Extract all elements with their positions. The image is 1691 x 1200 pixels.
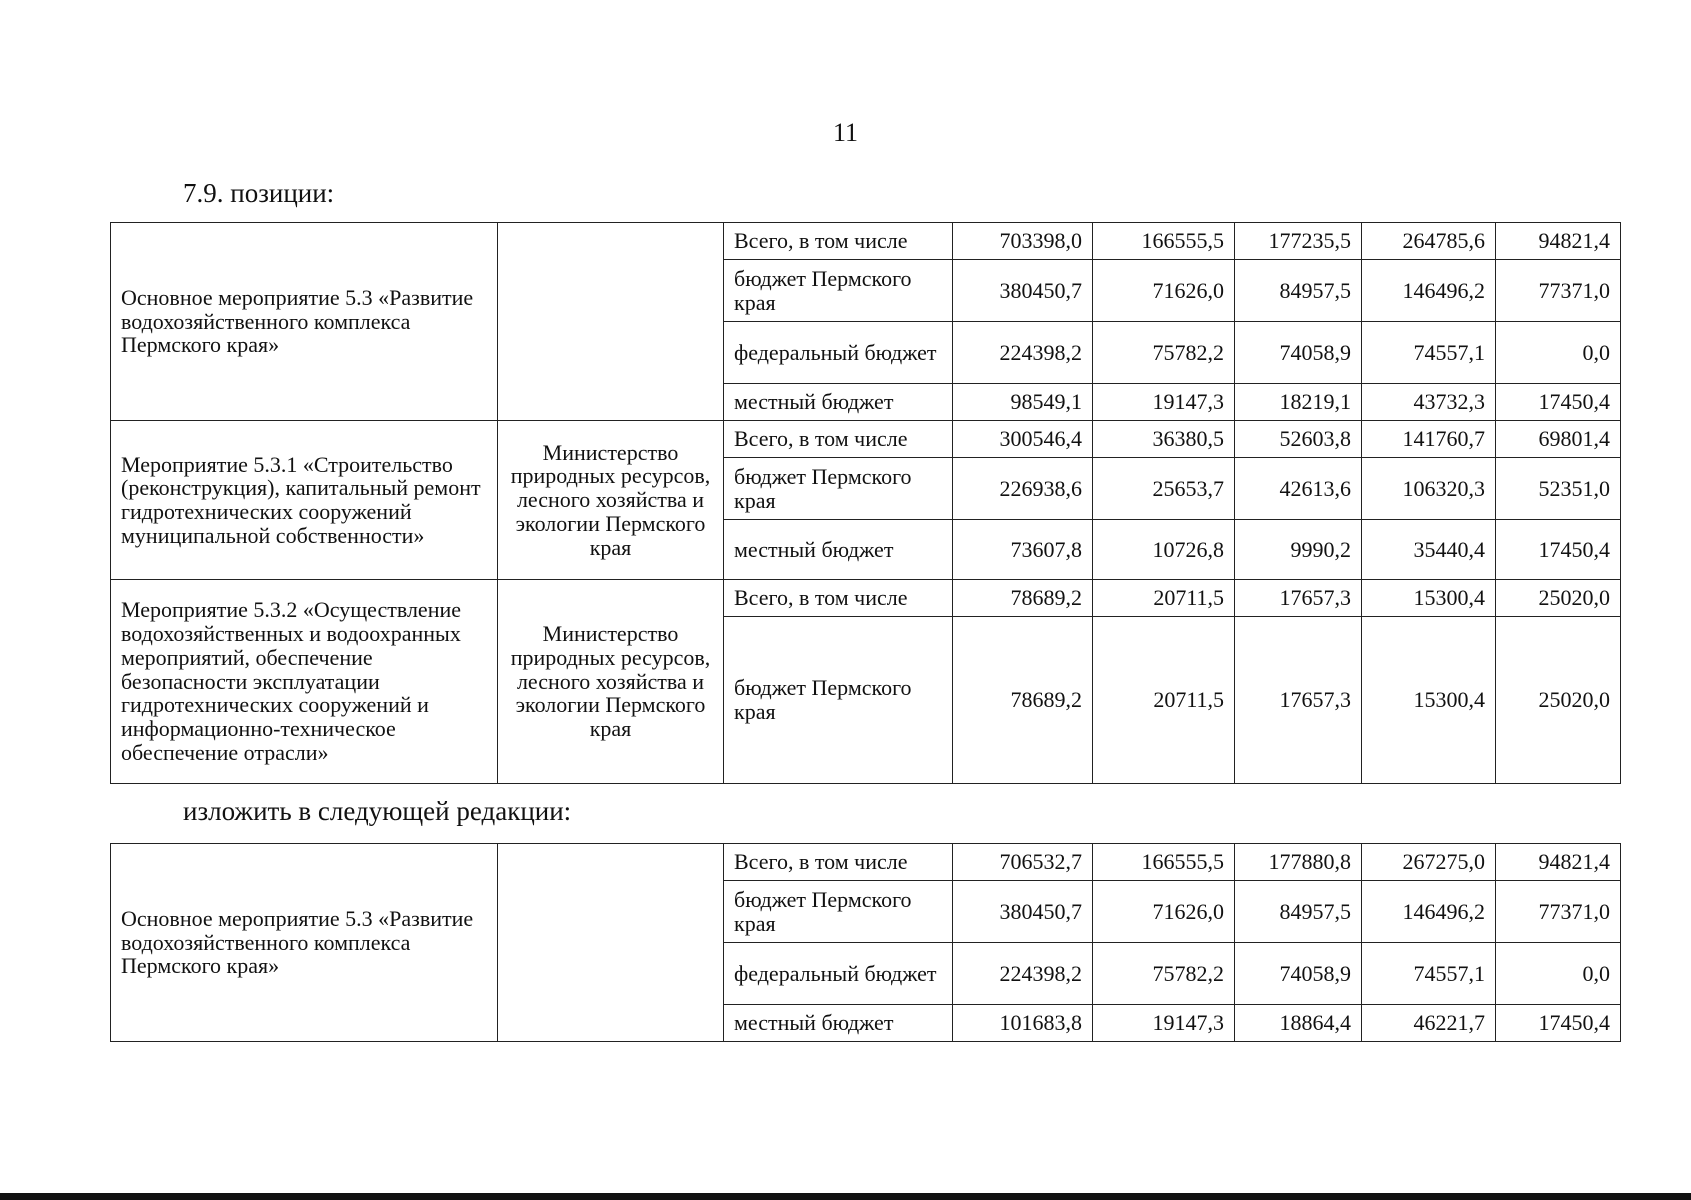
amount-cell: 69801,4: [1496, 421, 1621, 458]
funding-source-cell: бюджет Пермского края: [724, 458, 953, 520]
amount-cell: 706532,7: [953, 844, 1093, 881]
table-row: [111, 580, 1621, 617]
activity-name-cell: Основное мероприятие 5.3 «Развитие водохозяйственного комплекса Пермского края»: [111, 223, 498, 421]
amount-cell: 19147,3: [1093, 384, 1235, 421]
amount-cell: 17450,4: [1496, 520, 1621, 580]
table-row: [111, 421, 1621, 458]
funding-source-cell: федеральный бюджет: [724, 943, 953, 1005]
funding-source-cell: бюджет Пермского края: [724, 881, 953, 943]
amount-cell: 15300,4: [1362, 617, 1496, 784]
table-row: [111, 223, 1621, 260]
section-subheading: изложить в следующей редакции:: [183, 796, 572, 826]
executor-cell: [498, 844, 724, 1042]
budget-table-revised: [110, 843, 1621, 1042]
amount-cell: 17657,3: [1235, 580, 1362, 617]
amount-cell: 166555,5: [1093, 223, 1235, 260]
amount-cell: 106320,3: [1362, 458, 1496, 520]
amount-cell: 78689,2: [953, 617, 1093, 784]
amount-cell: 74058,9: [1235, 943, 1362, 1005]
amount-cell: 18864,4: [1235, 1005, 1362, 1042]
amount-cell: 141760,7: [1362, 421, 1496, 458]
activity-name-cell: Основное мероприятие 5.3 «Развитие водохозяйственного комплекса Пермского края»: [111, 844, 498, 1042]
amount-cell: 25020,0: [1496, 580, 1621, 617]
amount-cell: 380450,7: [953, 881, 1093, 943]
amount-cell: 10726,8: [1093, 520, 1235, 580]
amount-cell: 94821,4: [1496, 223, 1621, 260]
amount-cell: 264785,6: [1362, 223, 1496, 260]
amount-cell: 19147,3: [1093, 1005, 1235, 1042]
budget-table-current: [110, 222, 1621, 784]
funding-source-cell: Всего, в том числе: [724, 844, 953, 881]
amount-cell: 75782,2: [1093, 322, 1235, 384]
activity-name-cell: Мероприятие 5.3.2 «Осуществление водохозяйственных и водоохранных мероприятий, обеспечение безопасности эксплуатации гидротехнических сооружений и информационно-техническое обеспечение отрасли»: [111, 580, 498, 784]
funding-source-cell: Всего, в том числе: [724, 580, 953, 617]
amount-cell: 0,0: [1496, 322, 1621, 384]
amount-cell: 20711,5: [1093, 580, 1235, 617]
amount-cell: 52351,0: [1496, 458, 1621, 520]
amount-cell: 17657,3: [1235, 617, 1362, 784]
amount-cell: 75782,2: [1093, 943, 1235, 1005]
amount-cell: 177880,8: [1235, 844, 1362, 881]
amount-cell: 18219,1: [1235, 384, 1362, 421]
amount-cell: 77371,0: [1496, 881, 1621, 943]
amount-cell: 224398,2: [953, 322, 1093, 384]
amount-cell: 74058,9: [1235, 322, 1362, 384]
amount-cell: 36380,5: [1093, 421, 1235, 458]
amount-cell: 52603,8: [1235, 421, 1362, 458]
amount-cell: 78689,2: [953, 580, 1093, 617]
amount-cell: 73607,8: [953, 520, 1093, 580]
amount-cell: 300546,4: [953, 421, 1093, 458]
amount-cell: 224398,2: [953, 943, 1093, 1005]
page-number: 11: [832, 118, 859, 147]
amount-cell: 17450,4: [1496, 384, 1621, 421]
funding-source-cell: Всего, в том числе: [724, 421, 953, 458]
amount-cell: 84957,5: [1235, 881, 1362, 943]
executor-cell: Министерство природных ресурсов, лесного хозяйства и экологии Пермского края: [498, 580, 724, 784]
amount-cell: 71626,0: [1093, 881, 1235, 943]
funding-source-cell: местный бюджет: [724, 384, 953, 421]
amount-cell: 25653,7: [1093, 458, 1235, 520]
executor-cell: [498, 223, 724, 421]
activity-name-cell: Мероприятие 5.3.1 «Строительство (реконструкция), капитальный ремонт гидротехнических сооружений муниципальной собственности»: [111, 421, 498, 580]
amount-cell: 71626,0: [1093, 260, 1235, 322]
funding-source-cell: федеральный бюджет: [724, 322, 953, 384]
amount-cell: 146496,2: [1362, 881, 1496, 943]
amount-cell: 20711,5: [1093, 617, 1235, 784]
amount-cell: 84957,5: [1235, 260, 1362, 322]
funding-source-cell: бюджет Пермского края: [724, 260, 953, 322]
section-heading: 7.9. позиции:: [183, 178, 335, 208]
amount-cell: 9990,2: [1235, 520, 1362, 580]
amount-cell: 0,0: [1496, 943, 1621, 1005]
amount-cell: 17450,4: [1496, 1005, 1621, 1042]
amount-cell: 42613,6: [1235, 458, 1362, 520]
amount-cell: 35440,4: [1362, 520, 1496, 580]
funding-source-cell: Всего, в том числе: [724, 223, 953, 260]
funding-source-cell: местный бюджет: [724, 520, 953, 580]
funding-source-cell: местный бюджет: [724, 1005, 953, 1042]
amount-cell: 74557,1: [1362, 943, 1496, 1005]
amount-cell: 703398,0: [953, 223, 1093, 260]
funding-source-cell: бюджет Пермского края: [724, 617, 953, 784]
amount-cell: 74557,1: [1362, 322, 1496, 384]
amount-cell: 98549,1: [953, 384, 1093, 421]
amount-cell: 46221,7: [1362, 1005, 1496, 1042]
table-row: [111, 844, 1621, 881]
amount-cell: 25020,0: [1496, 617, 1621, 784]
executor-cell: Министерство природных ресурсов, лесного хозяйства и экологии Пермского края: [498, 421, 724, 580]
amount-cell: 94821,4: [1496, 844, 1621, 881]
amount-cell: 15300,4: [1362, 580, 1496, 617]
amount-cell: 267275,0: [1362, 844, 1496, 881]
amount-cell: 77371,0: [1496, 260, 1621, 322]
amount-cell: 177235,5: [1235, 223, 1362, 260]
amount-cell: 146496,2: [1362, 260, 1496, 322]
amount-cell: 166555,5: [1093, 844, 1235, 881]
scan-edge-line: [0, 1193, 1691, 1200]
amount-cell: 226938,6: [953, 458, 1093, 520]
amount-cell: 101683,8: [953, 1005, 1093, 1042]
amount-cell: 43732,3: [1362, 384, 1496, 421]
amount-cell: 380450,7: [953, 260, 1093, 322]
